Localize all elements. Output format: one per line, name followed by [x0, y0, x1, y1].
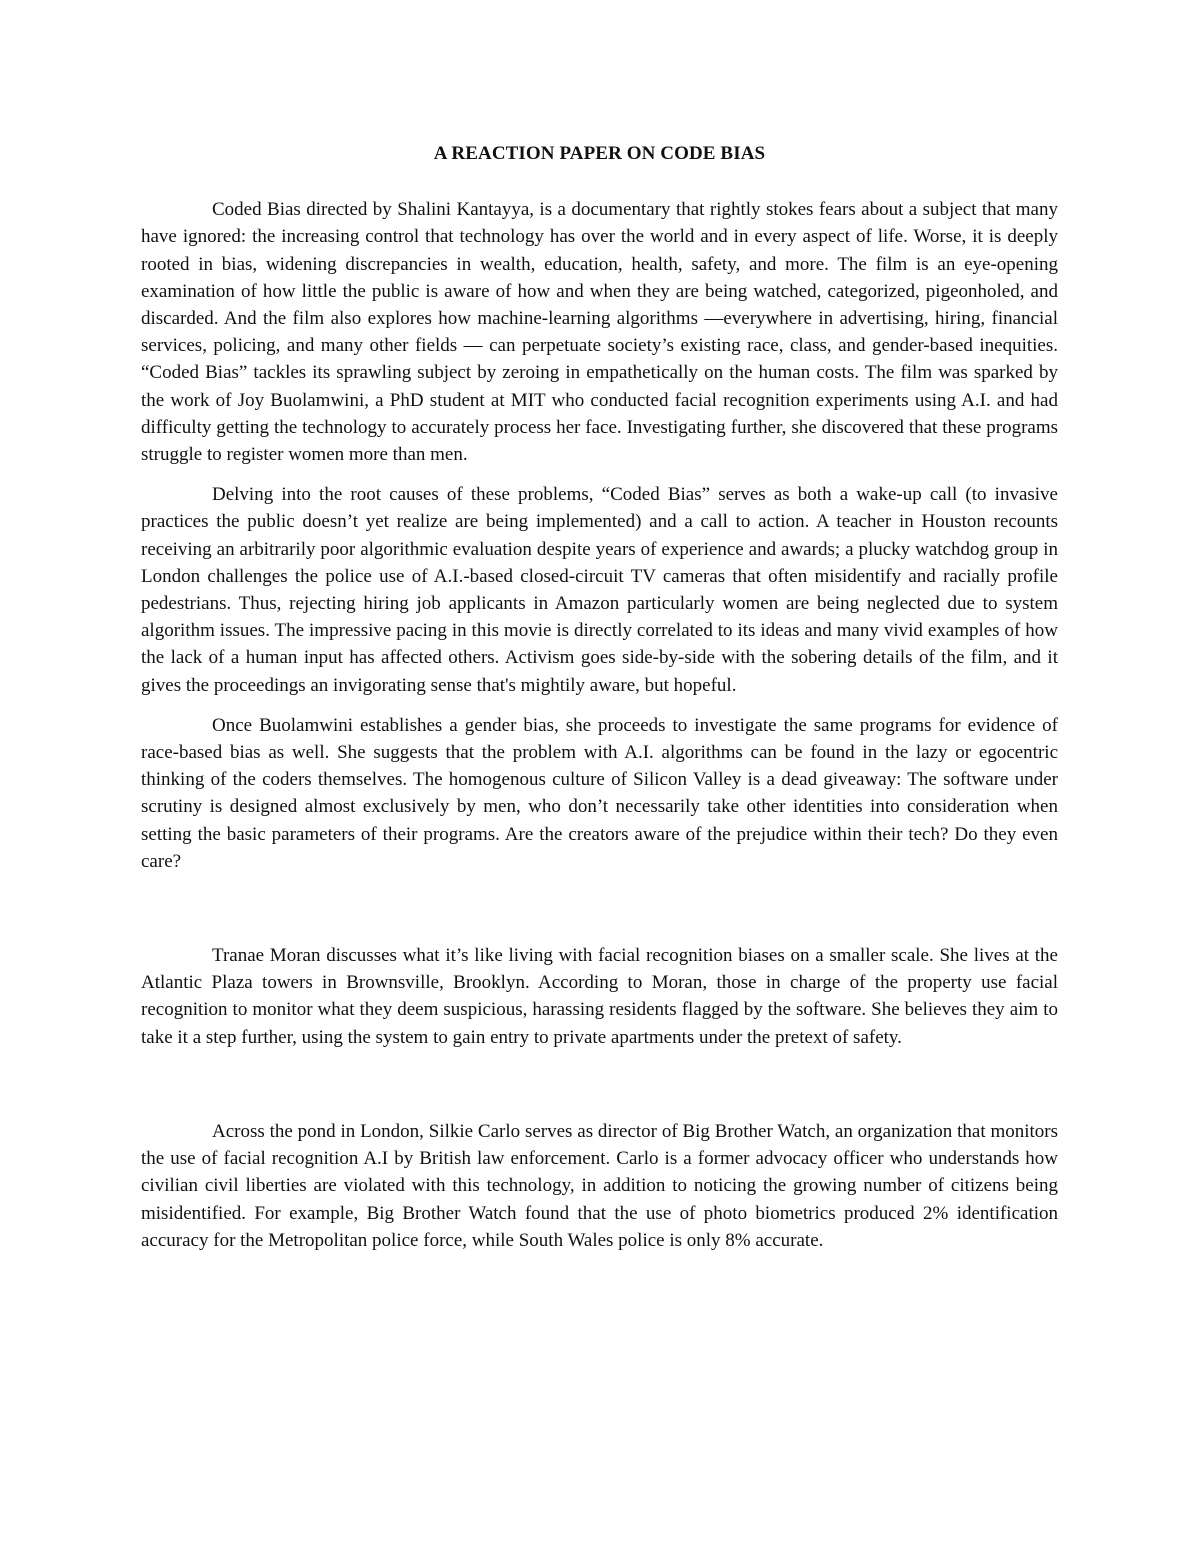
paragraph-root-causes: Delving into the root causes of these problems, “Coded Bias” serves as both a wake-up call (to invasive practices the public doesn’t yet realize are being implemented) and a call to action. A teacher in Houston recounts receiving an arbitrarily poor algorithmic evaluation despite years of experience and awards; a plucky watchdog group in London challenges the police use of A.I.-based closed-circuit TV cameras that often misidentify and racially profile pedestrians. Thus, rejecting hiring job applicants in Amazon particularly women are being neglected due to system algorithm issues. The impressive pacing in this movie is directly correlated to its ideas and many vivid examples of how the lack of a human input has affected others. Activism goes side-by-side with the sobering details of the film, and it gives the proceedings an invigorating sense that's mightily aware, but hopeful.: [141, 484, 1058, 696]
document-page: [141, 140, 1058, 1254]
paragraph-gender-bias: Once Buolamwini establishes a gender bias, she proceeds to investigate the same programs for evidence of race-based bias as well. She suggests that the problem with A.I. algorithms can be found in the lazy or egocentric thinking of the coders themselves. The homogenous culture of Silicon Valley is a dead giveaway: The software under scrutiny is designed almost exclusively by men, who don’t necessarily take other identities into consideration when setting the basic parameters of their programs. Are the creators aware of the prejudice within their tech? Do they even care?: [141, 714, 1058, 872]
document-title: A REACTION PAPER ON CODE BIAS: [433, 143, 766, 164]
paragraph-tranae-moran: Tranae Moran discusses what it’s like living with facial recognition biases on a smaller scale. She lives at the Atlantic Plaza towers in Brownsville, Brooklyn. According to Moran, those in charge of the property use facial recognition to monitor what they deem suspicious, harassing residents flagged by the software. She believes they aim to take it a step further, using the system to gain entry to private apartments under the pretext of safety.: [141, 945, 1058, 1048]
paragraph-spacer: [141, 468, 1058, 481]
paragraph-spacer: [141, 875, 1058, 942]
paragraph-spacer: [141, 1051, 1058, 1118]
paragraph-coded-bias-intro: Coded Bias directed by Shalini Kantayya, is a documentary that rightly stokes fears about a subject that many have ignored: the increasing control that technology has over the world and in every aspect of life. Worse, it is deeply rooted in bias, widening discrepancies in wealth, education, health, safety, and more. The film is an eye-opening examination of how little the public is aware of how and when they are being watched, categorized, pigeonholed, and discarded. And the film also explores how machine-learning algorithms —everywhere in advertising, hiring, financial services, policing, and many other fields — can perpetuate society’s existing race, class, and gender-based inequities. “Coded Bias” tackles its sprawling subject by zeroing in empathetically on the human costs. The film was sparked by the work of Joy Buolamwini, a PhD student at MIT who conducted facial recognition experiments using A.I. and had difficulty getting the technology to accurately process her face. Investigating further, she discovered that these programs struggle to register women more than men.: [141, 199, 1058, 466]
paragraph-spacer: [141, 699, 1058, 712]
paragraph-big-brother-watch: Across the pond in London, Silkie Carlo serves as director of Big Brother Watch, an organization that monitors the use of facial recognition A.I by British law enforcement. Carlo is a former advocacy officer who understands how civilian civil liberties are violated with this technology, in addition to noticing the growing number of citizens being misidentified. For example, Big Brother Watch found that the use of photo biometrics produced 2% identification accuracy for the Metropolitan police force, while South Wales police is only 8% accurate.: [141, 1120, 1058, 1251]
